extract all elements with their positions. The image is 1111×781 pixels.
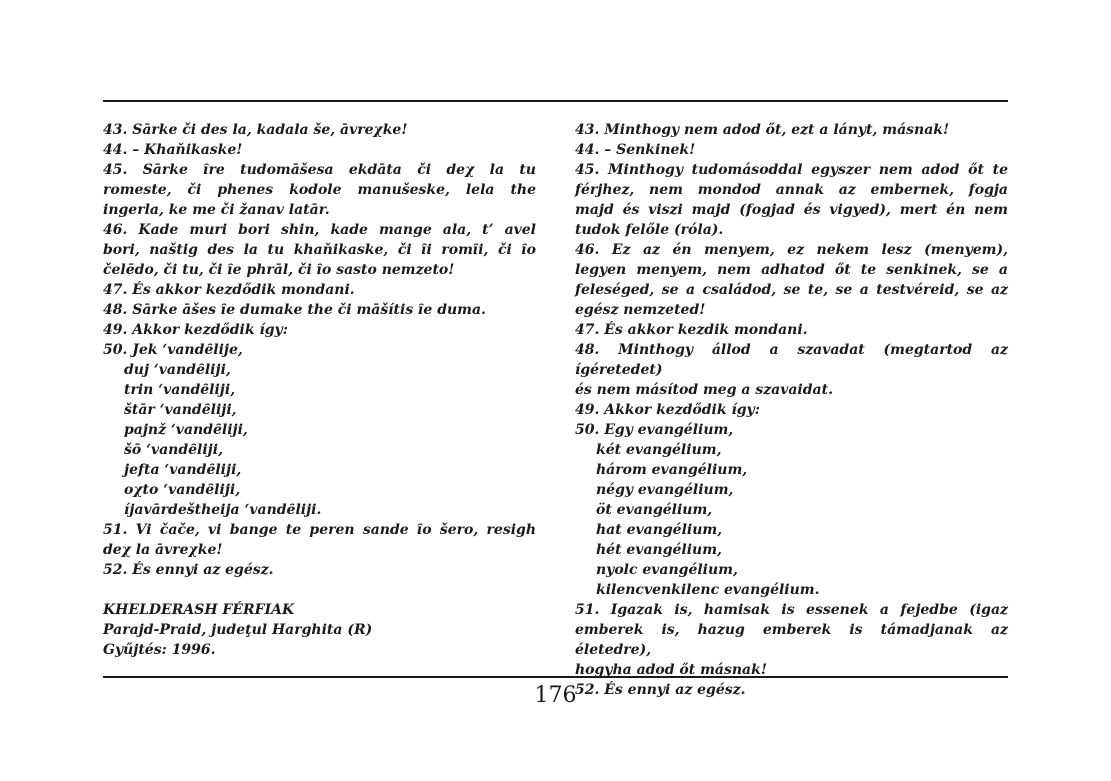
verse-line-indented: štār ‘vandȇliji, — [124, 402, 237, 418]
bottom-rule — [103, 676, 1008, 678]
verse-line-indented: három evangélium, — [596, 462, 748, 478]
verse-line: 44. – Khaňikaske! — [103, 142, 243, 158]
verse-line-indented: kilencvenkilenc evangélium. — [596, 582, 820, 598]
verse-line-indented: hét evangélium, — [596, 542, 722, 558]
verse-line: 50. Jek ‘vandȇlije, — [103, 342, 243, 358]
verse-line: 44. – Senkinek! — [575, 142, 696, 158]
verse-line-indented: jefta ‘vandȇliji, — [124, 462, 242, 478]
verse-line: 51. Igazak is, hamisak is essenek a fejedbe (igaz — [575, 602, 1008, 618]
page-number: 176 — [534, 683, 577, 708]
left-column-romani — [103, 120, 536, 660]
verse-line: 52. És ennyi az egész. — [103, 562, 274, 578]
source-place: Parajd-Praid, judeţul Harghita (R) — [103, 622, 373, 638]
verse-line: 47. És akkor kezdődik mondani. — [103, 282, 355, 298]
verse-line-indented: oχto ‘vandȇliji, — [124, 482, 241, 498]
verse-line-indented: šō ‘vandȇliji, — [124, 442, 223, 458]
verse-line: 48. Minthogy állod a szavadat (megtartod az ígéretedet) — [575, 342, 1008, 378]
spacer — [103, 580, 536, 600]
verse-line: 49. Akkor kezdődik így: — [103, 322, 288, 338]
verse-line: 50. Egy evangélium, — [575, 422, 734, 438]
verse-line: bori, naštig des la tu khaňikaske, či ȋi romȋi, či ȋo — [103, 242, 536, 258]
right-column-hungarian — [575, 120, 1008, 700]
verse-line: 45. Minthogy tudomásoddal egyszer nem adod őt te — [575, 162, 1008, 178]
verse-line: legyen menyem, nem adhatod őt te senkinek, se a — [575, 262, 1008, 278]
verse-line: 52. És ennyi az egész. — [575, 682, 746, 698]
verse-line: 51. Vi čače, vi bange te peren sande ȋo šero, resigh — [103, 522, 536, 538]
verse-line: tudok felőle (róla). — [575, 222, 724, 238]
source-title: KHELDERASH FÉRFIAK — [103, 602, 295, 618]
verse-line-indented: négy evangélium, — [596, 482, 734, 498]
verse-line: čelēdo, či tu, či ȋe phrāl, či ȋo sasto nemzeto! — [103, 262, 455, 278]
verse-line: 45. Sārke ȋre tudomāšesa ekdāta či deχ la tu — [103, 162, 536, 178]
verse-line: ingerla, ke me či žanav latār. — [103, 202, 330, 218]
verse-line: 48. Sārke āšes ȋe dumake the či māšítis ȋe duma. — [103, 302, 486, 318]
verse-line-indented: két evangélium, — [596, 442, 722, 458]
verse-line-indented: íjavārdeštheija ‘vandȇliji. — [124, 502, 322, 518]
verse-line: romeste, či phenes kodole manušeske, lela the — [103, 182, 536, 198]
verse-line: 47. És akkor kezdik mondani. — [575, 322, 808, 338]
verse-line: deχ la āvreχke! — [103, 542, 223, 558]
top-rule — [103, 100, 1008, 102]
source-collected: Gyűjtés: 1996. — [103, 642, 216, 658]
verse-line: férjhez, nem mondod annak az embernek, fogja — [575, 182, 1008, 198]
verse-line: 43. Sārke či des la, kadala še, āvreχke! — [103, 122, 408, 138]
verse-line: hogyha adod őt másnak! — [575, 662, 767, 678]
verse-line: 49. Akkor kezdődik így: — [575, 402, 760, 418]
verse-line: és nem másítod meg a szavaidat. — [575, 382, 833, 398]
verse-line-indented: pajnž ‘vandȇliji, — [124, 422, 248, 438]
verse-line: 46. Kade muri bori shin, kade mange ala, t’ avel — [103, 222, 536, 238]
verse-line-indented: hat evangélium, — [596, 522, 723, 538]
verse-line: 46. Ez az én menyem, ez nekem lesz (menyem), — [575, 242, 1008, 258]
verse-line: 43. Minthogy nem adod őt, ezt a lányt, másnak! — [575, 122, 950, 138]
verse-line: egész nemzeted! — [575, 302, 706, 318]
verse-line-indented: trin ‘vandȇliji, — [124, 382, 236, 398]
verse-line-indented: duj ‘vandȇliji, — [124, 362, 231, 378]
verse-line: emberek is, hazug emberek is támadjanak az életedre), — [575, 622, 1008, 658]
verse-line: feleséged, se a családod, se te, se a testvéreid, se az — [575, 282, 1008, 298]
verse-line: majd és viszi majd (fogjad és vigyed), mert én nem — [575, 202, 1008, 218]
verse-line-indented: nyolc evangélium, — [596, 562, 738, 578]
verse-line-indented: öt evangélium, — [596, 502, 713, 518]
